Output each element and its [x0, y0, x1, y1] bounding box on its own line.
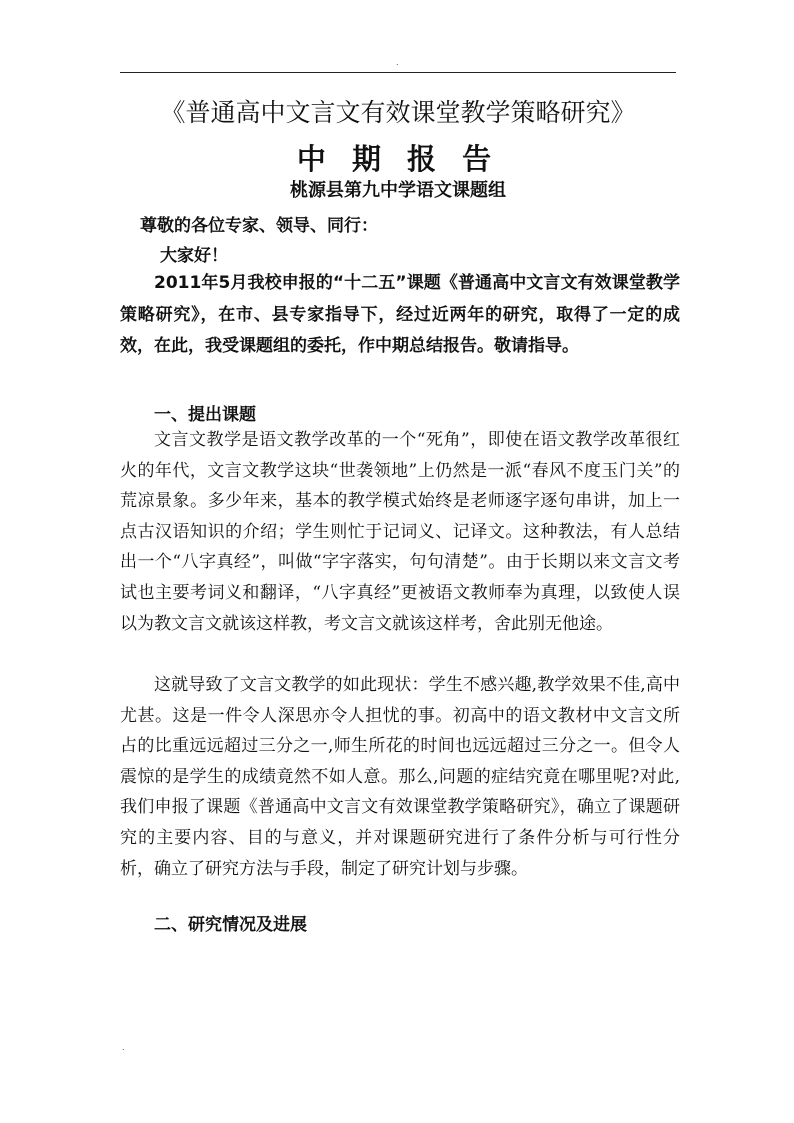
greeting: 大家好！	[160, 246, 228, 266]
salutation: 尊敬的各位专家、领导、同行：	[140, 216, 378, 236]
header-divider	[120, 72, 676, 73]
body-paragraph: 这就导致了文言文教学的如此现状：学生不感兴趣,教学效果不佳,高中尤甚。这是一件令人深思亦令人担忧的事。初高中的语文教材中文言文所占的比重远远超过三分之一,师生所花的时间也远远超过三分之一。但令人震惊的是学生的成绩竟然不如人意。那么,问题的症结究竟在哪里呢?对此,我们申报了课题《普通高中文言文有效课堂教学策略研究》，确立了课题研究的主要内容、目的与意义，并对课题研究进行了条件分析与可行性分析，确立了研究方法与手段，制定了研究计划与步骤。	[120, 675, 680, 879]
document-title: 《普通高中文言文有效课堂教学策略研究》	[160, 98, 636, 127]
section-heading-1: 一、提出课题	[154, 405, 256, 425]
body-paragraph: 文言文教学是语文教学改革的一个“死角”，即使在语文教学改革很红火的年代，文言文教学这块“世袭领地”上仍然是一派“春风不度玉门关”的荒凉景象。多少年来，基本的教学模式始终是老师逐字逐句串讲，加上一点古汉语知识的介绍；学生则忙于记词义、记译文。这种教法，有人总结出一个“八字真经”，叫做“字字落实，句句清楚”。由于长期以来文言文考试也主要考词义和翻译，“八字真经”更被语文教师奉为真理，以致使人误以为教文言文就该这样教，考文言文就该这样考，舍此别无他途。	[120, 430, 680, 634]
footer-mark: .	[122, 1043, 125, 1052]
section-heading-2: 二、研究情况及进展	[154, 915, 307, 935]
intro-paragraph: 2011年5月我校申报的“十二五”课题《普通高中文言文有效课堂教学策略研究》，在市、县专家指导下，经过近两年的研究，取得了一定的成效，在此，我受课题组的委托，作中期总结报告。敬请指导。	[120, 273, 680, 356]
organization-line: 桃源县第九中学语文课题组	[290, 180, 506, 201]
report-title: 中 期 报 告	[296, 142, 500, 176]
header-mark: .	[396, 58, 399, 67]
